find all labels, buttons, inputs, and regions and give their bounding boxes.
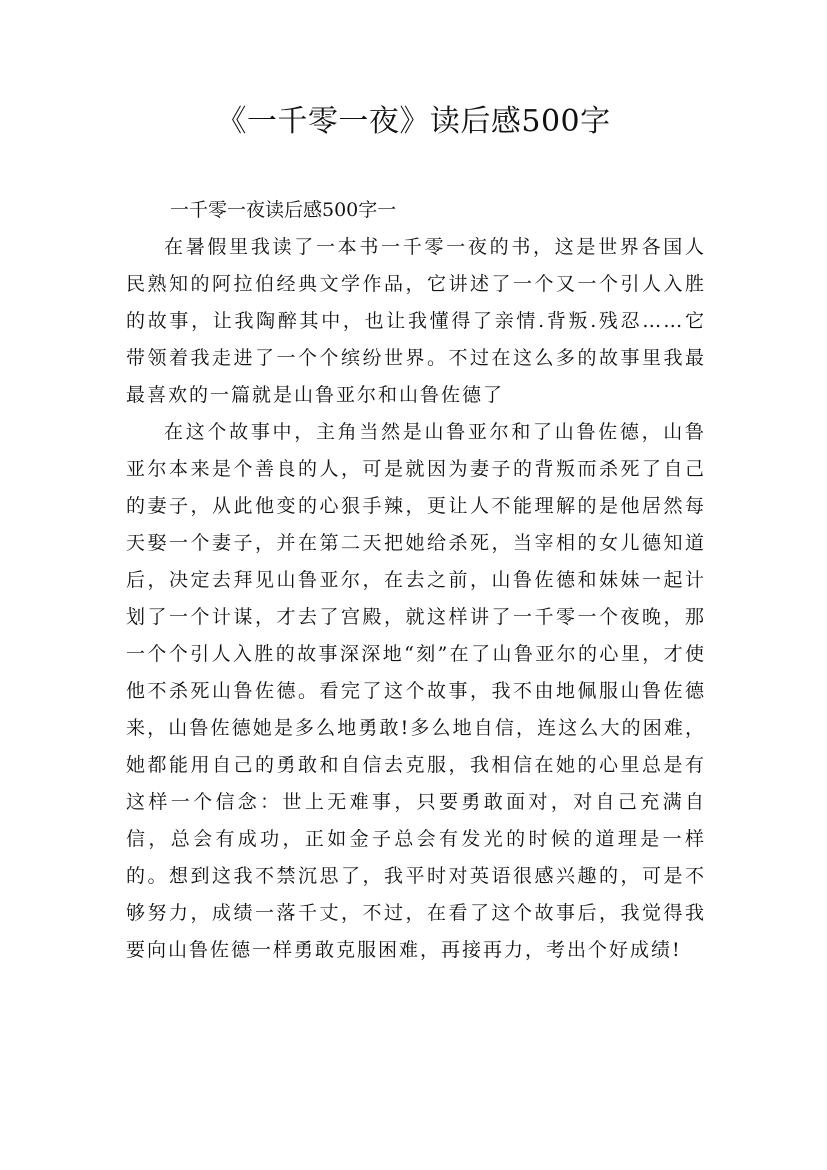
paragraph-2: 在这个故事中，主角当然是山鲁亚尔和了山鲁佐德，山鲁亚尔本来是个善良的人，可是就因为妻子的背叛而杀死了自己的妻子，从此他变的心狠手辣，更让人不能理解的是他居然每天娶一个妻子，并在第二天把她给杀死，当宰相的女儿德知道后，决定去拜见山鲁亚尔，在去之前，山鲁佐德和妹妹一起计划了一个计谋，才去了宫殿，就这样讲了一千零一个夜晚，那一个个引人入胜的故事深深地“刻”在了山鲁亚尔的心里，才使他不杀死山鲁佐德。看完了这个故事，我不由地佩服山鲁佐德来，山鲁佐德她是多么地勇敢!多么地自信，连这么大的困难，她都能用自己的勇敢和自信去克服，我相信在她的心里总是有这样一个信念：世上无难事，只要勇敢面对，对自己充满自信，总会有成功，正如金子总会有发光的时候的道理是一样的。想到这我不禁沉思了，我平时对英语很感兴趣的，可是不够努力，成绩一落千丈，不过，在看了这个故事后，我觉得我要向山鲁佐德一样勇敢克服困难，再接再力，考出个好成绩! [126, 421, 706, 961]
document-title: 《一千零一夜》读后感500字 [216, 104, 611, 139]
section-subtitle: 一千零一夜读后感500字一 [170, 199, 397, 221]
document-body [126, 192, 706, 969]
paragraph-1: 在暑假里我读了一本书一千零一夜的书，这是世界各国人民熟知的阿拉伯经典文学作品，它讲述了一个又一个引人入胜的故事，让我陶醉其中，也让我懂得了亲情.背叛.残忍……它带领着我走进了一个个缤纷世界。不过在这么多的故事里我最最喜欢的一篇就是山鲁亚尔和山鲁佐德了 [126, 236, 706, 406]
